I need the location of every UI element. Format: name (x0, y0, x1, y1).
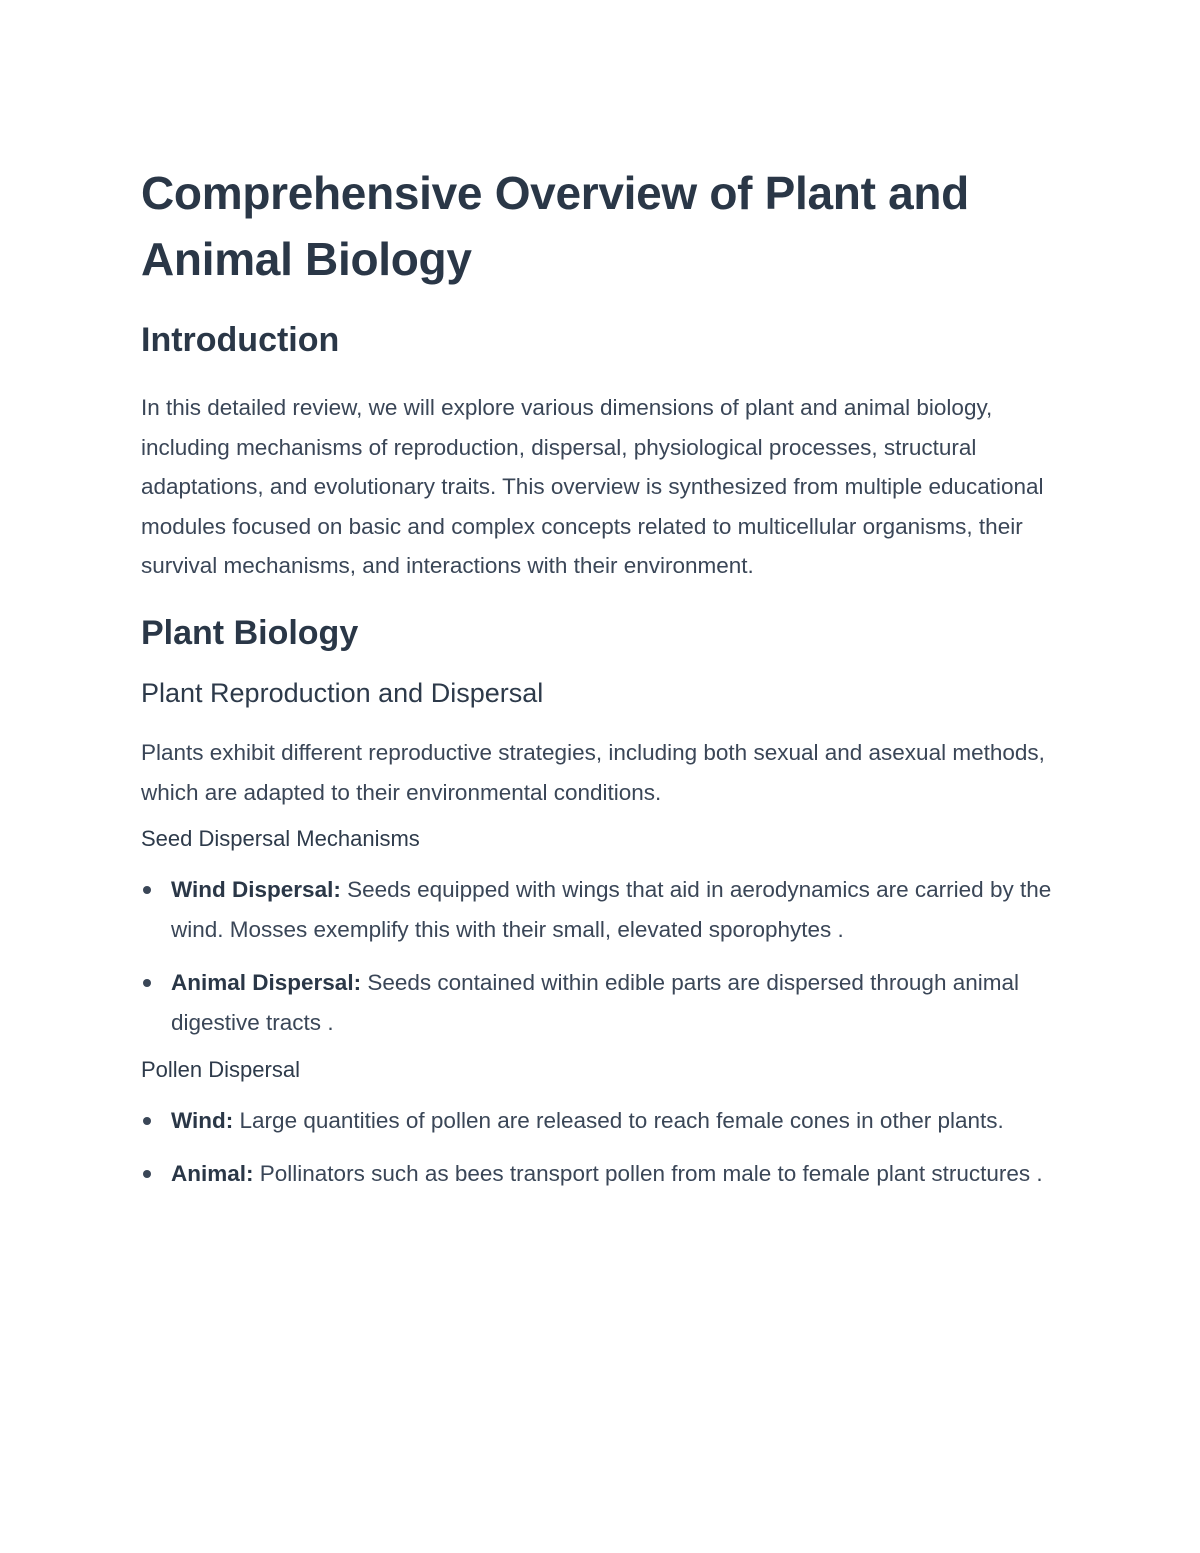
document-title: Comprehensive Overview of Plant and Animal Biology (141, 167, 969, 285)
reproduction-paragraph: Plants exhibit different reproductive strategies, including both sexual and asexual methods, which are adapted to their environmental conditions. (141, 739, 1045, 805)
bullet-icon (143, 1117, 151, 1125)
pollen-dispersal-list (141, 1101, 1061, 1194)
list-item-text: Seeds contained within edible parts are dispersed through animal digestive tracts . (171, 970, 1019, 1035)
section-heading-plant-biology: Plant Biology (141, 613, 359, 652)
introduction-paragraph: In this detailed review, we will explore various dimensions of plant and animal biology, including mechanisms of reproduction, dispersal, physiological processes, structural adaptations, and evolutionary traits. This overview is synthesized from multiple educational modules focused on basic and complex concepts related to multicellular organisms, their survival mechanisms, and interactions with their environment. (141, 395, 1044, 579)
list-item-text: Seeds equipped with wings that aid in aerodynamics are carried by the wind. Mosses exemplify this with their small, elevated sporophytes . (171, 877, 1052, 942)
document-page (141, 160, 1061, 1194)
section-heading-introduction: Introduction (141, 321, 340, 359)
list-item (141, 1101, 1061, 1141)
subheading-pollen-dispersal: Pollen Dispersal (141, 1056, 300, 1082)
bullet-icon (143, 979, 151, 987)
list-item-text: Large quantities of pollen are released to reach female cones in other plants. (233, 1107, 1004, 1133)
list-item-text: Pollinators such as bees transport pollen from male to female plant structures . (253, 1161, 1043, 1187)
seed-dispersal-list (141, 870, 1061, 1042)
list-item-term: Wind Dispersal: (171, 877, 341, 903)
list-item-term: Wind: (171, 1107, 234, 1133)
list-item-term: Animal: (171, 1161, 254, 1187)
list-item (141, 1154, 1061, 1194)
list-item (141, 963, 1061, 1042)
bullet-icon (143, 1170, 151, 1178)
list-item (141, 870, 1061, 949)
list-item-term: Animal Dispersal: (171, 970, 362, 996)
subheading-seed-dispersal: Seed Dispersal Mechanisms (141, 826, 420, 852)
subsection-heading-reproduction: Plant Reproduction and Dispersal (141, 677, 544, 708)
bullet-icon (143, 886, 151, 894)
